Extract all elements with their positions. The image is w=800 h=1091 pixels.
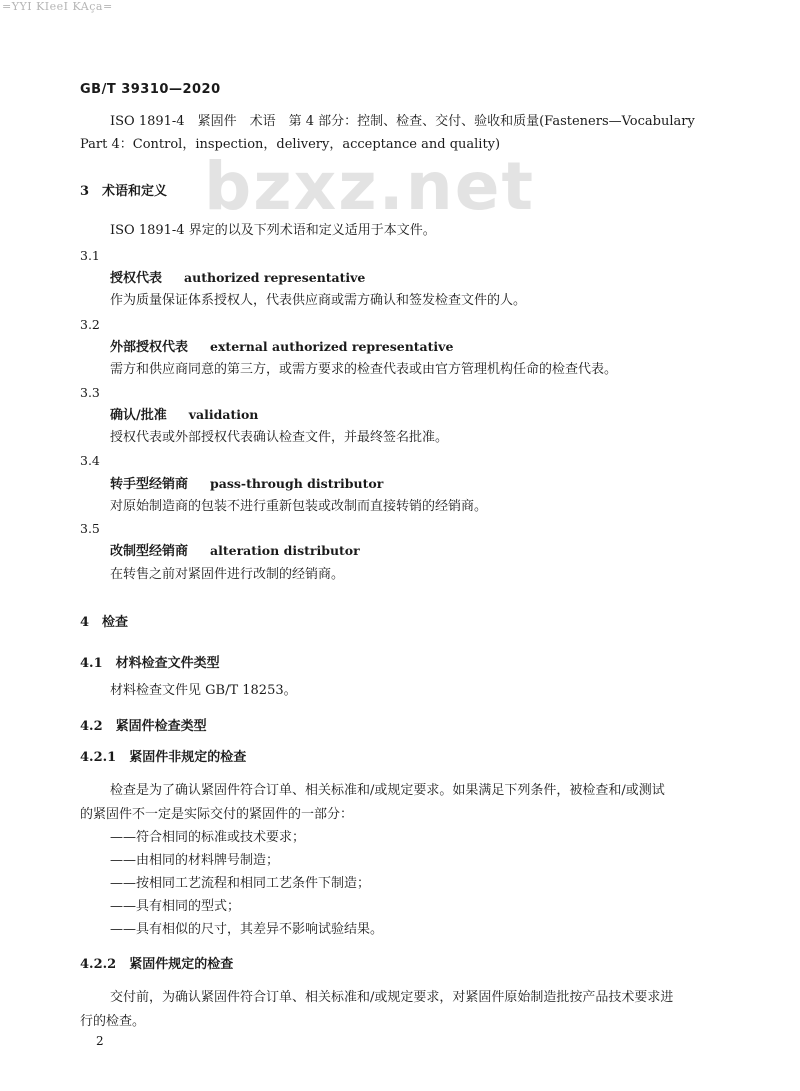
term-english: alteration distributor (210, 543, 360, 558)
list-item: ——按相同工艺流程和相同工艺条件下制造； (110, 876, 371, 891)
term-heading (110, 474, 383, 495)
term-english: external authorized representative (210, 339, 454, 354)
term-definition: 对原始制造商的包装不进行重新包装或改制而直接转销的经销商。 (110, 499, 488, 514)
term-heading (110, 541, 360, 562)
normative-reference-line2: Part 4：Control，inspection，delivery，acceptance and quality) (80, 137, 501, 152)
section-4-2-title: 4.2 紧固件检查类型 (80, 719, 207, 734)
section-3-title: 3 术语和定义 (80, 184, 168, 199)
section-4-2-2-para-line1: 交付前，为确认紧固件符合订单、相关标准和/或规定要求，对紧固件原始制造批按产品技术要求进 (110, 990, 674, 1005)
term-number: 3.2 (80, 317, 100, 332)
term-heading (110, 268, 365, 289)
section-4-title: 4 检查 (80, 615, 129, 630)
term-english: validation (188, 407, 259, 422)
section-4-2-1-para-line2: 的紧固件不一定是实际交付的紧固件的一部分： (80, 807, 354, 822)
term-number: 3.5 (80, 521, 100, 536)
list-item: ——符合相同的标准或技术要求； (110, 830, 306, 845)
term-definition: 需方和供应商同意的第三方，或需方要求的检查代表或由官方管理机构任命的检查代表。 (110, 362, 618, 377)
term-number: 3.1 (80, 248, 100, 263)
term-chinese: 外部授权代表 (110, 340, 189, 355)
section-4-2-2-title: 4.2.2 紧固件规定的检查 (80, 957, 234, 972)
term-heading (110, 405, 258, 426)
normative-reference-line1: ISO 1891-4 紧固件 术语 第 4 部分：控制、检查、交付、验收和质量(Fasteners—Vocabulary (110, 114, 695, 129)
section-4-1-title: 4.1 材料检查文件类型 (80, 656, 220, 671)
section-4-2-1-para-line1: 检查是为了确认紧固件符合订单、相关标准和/或规定要求。如果满足下列条件，被检查和/或测试 (110, 783, 665, 798)
term-english: pass-through distributor (210, 476, 384, 491)
term-chinese: 转手型经销商 (110, 477, 189, 492)
term-english: authorized representative (184, 270, 366, 285)
site-watermark: bzxz.net (204, 148, 536, 225)
term-heading (110, 337, 453, 358)
list-item: ——由相同的材料牌号制造； (110, 853, 280, 868)
page-number: 2 (96, 1034, 104, 1048)
scan-header-mark: =YYI KIeeI KAça= (2, 0, 113, 13)
section-4-2-1-title: 4.2.1 紧固件非规定的检查 (80, 750, 247, 765)
term-chinese: 授权代表 (110, 271, 163, 286)
term-definition: 作为质量保证体系授权人，代表供应商或需方确认和签发检查文件的人。 (110, 293, 527, 308)
section-4-2-2-para-line2: 行的检查。 (80, 1014, 146, 1029)
list-item: ——具有相同的型式； (110, 899, 241, 914)
term-number: 3.3 (80, 385, 100, 400)
section-3-intro: ISO 1891-4 界定的以及下列术语和定义适用于本文件。 (110, 223, 436, 238)
standard-number-header: GB/T 39310—2020 (80, 82, 221, 97)
term-definition: 授权代表或外部授权代表确认检查文件，并最终签名批准。 (110, 430, 449, 445)
term-definition: 在转售之前对紧固件进行改制的经销商。 (110, 567, 345, 582)
section-4-1-text: 材料检查文件见 GB/T 18253。 (110, 683, 297, 698)
term-chinese: 确认/批准 (110, 408, 167, 423)
list-item: ——具有相似的尺寸，其差异不影响试验结果。 (110, 922, 384, 937)
term-chinese: 改制型经销商 (110, 544, 189, 559)
term-number: 3.4 (80, 453, 100, 468)
